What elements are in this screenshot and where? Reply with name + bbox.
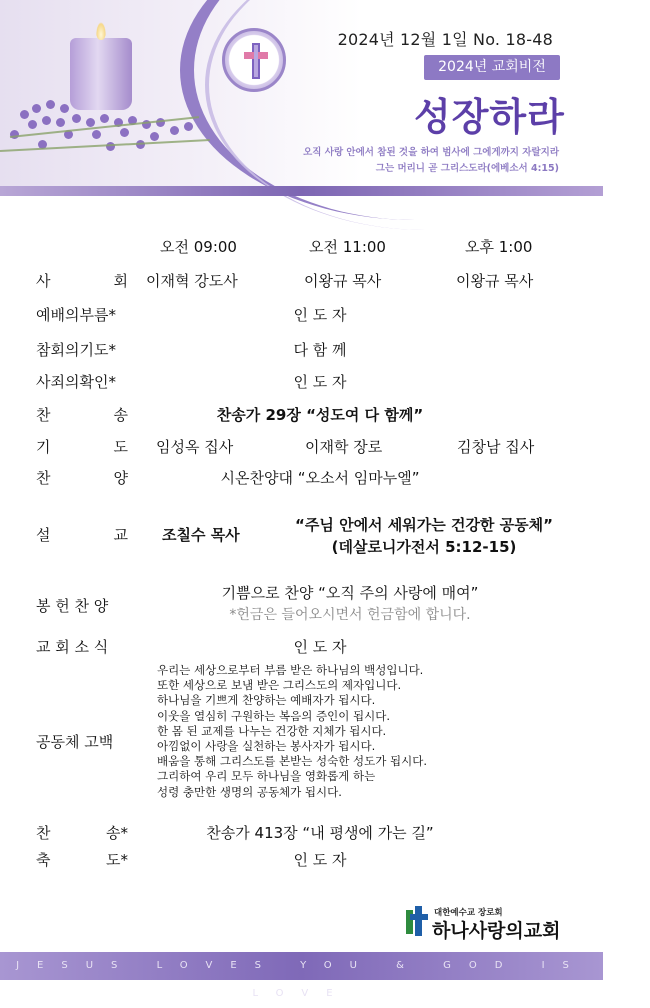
bulletin-header: [0, 0, 603, 196]
confession-line: 이웃을 열심히 구원하는 복음의 증인이 됩시다.: [157, 708, 391, 723]
row-value: 인 도 자: [293, 851, 347, 869]
row-label: 공동체 고백: [36, 733, 114, 751]
prayer-second: 이재학 장로: [305, 438, 383, 456]
verse-line-2: 그는 머리니 곧 그리스도라(에베소서 4:15): [375, 163, 559, 174]
row-label: 설 교: [36, 526, 128, 544]
prayer-third: 김창남 집사: [457, 438, 535, 456]
presider-first: 이재혁 강도사: [146, 272, 238, 290]
confession-line: 한 몸 된 교제를 나누는 건강한 지체가 됩시다.: [157, 723, 387, 738]
row-label: 찬 양: [36, 469, 128, 487]
time-first: 오전 09:00: [160, 238, 237, 256]
issue-date-number: 2024년 12월 1일 No. 18-48: [337, 30, 553, 49]
footer-slogan: JESUS LOVES YOU & GOD IS LOVE: [16, 960, 587, 999]
row-label: 기 도: [36, 438, 128, 456]
row-value: 다 함 께: [293, 341, 347, 359]
row-label: 찬 송*: [36, 824, 128, 842]
row-label: 축 도*: [36, 851, 128, 869]
row-label: 참회의기도*: [36, 341, 116, 359]
vision-motto: 성장하라: [414, 95, 565, 139]
vision-badge: 2024년 교회비전: [424, 55, 560, 80]
community-confession: [157, 663, 537, 800]
sermon-title: “주님 안에서 세워가는 건강한 공동체”: [295, 516, 553, 534]
row-value: 찬송가 29장 “성도여 다 함께”: [216, 406, 424, 424]
footer-band: [0, 952, 603, 999]
confession-line: 성령 충만한 생명의 공동체가 됩시다.: [157, 784, 342, 799]
row-value: 찬송가 413장 “내 평생에 가는 길”: [206, 824, 434, 842]
sermon-preacher: 조칠수 목사: [162, 526, 240, 544]
row-value: 인 도 자: [293, 638, 347, 656]
church-cross-icon: [404, 906, 430, 936]
offering-song: 기쁨으로 찬양 “오직 주의 사랑에 매여”: [221, 584, 479, 602]
confession-line: 아낌없이 사랑을 실천하는 봉사자가 됩시다.: [157, 739, 376, 754]
vision-verse: [303, 145, 559, 177]
time-third: 오후 1:00: [465, 238, 533, 256]
cross-icon: [241, 41, 271, 81]
confession-line: 배움을 통해 그리스도를 본받는 성숙한 성도가 됩시다.: [157, 754, 427, 769]
presider-third: 이왕규 목사: [456, 272, 534, 290]
verse-line-1: 오직 사랑 안에서 참된 것을 하여 범사에 그에게까지 자랄지라: [303, 147, 559, 158]
sermon-scripture: (데살로니가전서 5:12-15): [331, 538, 517, 556]
confession-line: 또한 세상으로 보냄 받은 그리스도의 제자입니다.: [157, 678, 402, 693]
denomination-name: 대한예수교 장로회: [434, 908, 503, 918]
row-label: 교 회 소 식: [36, 638, 109, 656]
row-label: 사죄의확인*: [36, 373, 116, 391]
row-value: 시온찬양대 “오소서 임마누엘”: [220, 469, 420, 487]
row-value: 인 도 자: [293, 373, 347, 391]
candle-icon: [70, 38, 132, 110]
row-label: 사 회: [36, 272, 128, 290]
confession-line: 우리는 세상으로부터 부름 받은 하나님의 백성입니다.: [157, 663, 424, 677]
offering-note: *헌금은 들어오시면서 헌금함에 합니다.: [229, 607, 471, 623]
church-cross-logo: [222, 28, 286, 92]
flame-icon: [96, 22, 106, 40]
row-label: 예배의부름*: [36, 306, 116, 324]
service-times: [0, 236, 603, 256]
time-second: 오전 11:00: [309, 238, 386, 256]
confession-line: 하나님을 기쁘게 찬양하는 예배자가 됩시다.: [157, 693, 376, 708]
header-stripe: [0, 186, 603, 196]
row-value: 인 도 자: [293, 306, 347, 324]
row-label: 봉 헌 찬 양: [36, 597, 109, 615]
row-label: 찬 송: [36, 406, 128, 424]
confession-line: 그리하여 우리 모두 하나님을 영화롭게 하는: [157, 769, 376, 784]
church-logo: [404, 904, 580, 940]
presider-second: 이왕규 목사: [304, 272, 382, 290]
church-name: 하나사랑의교회: [432, 920, 561, 942]
prayer-first: 임성옥 집사: [156, 438, 234, 456]
candle-lavender-image: [0, 0, 235, 188]
